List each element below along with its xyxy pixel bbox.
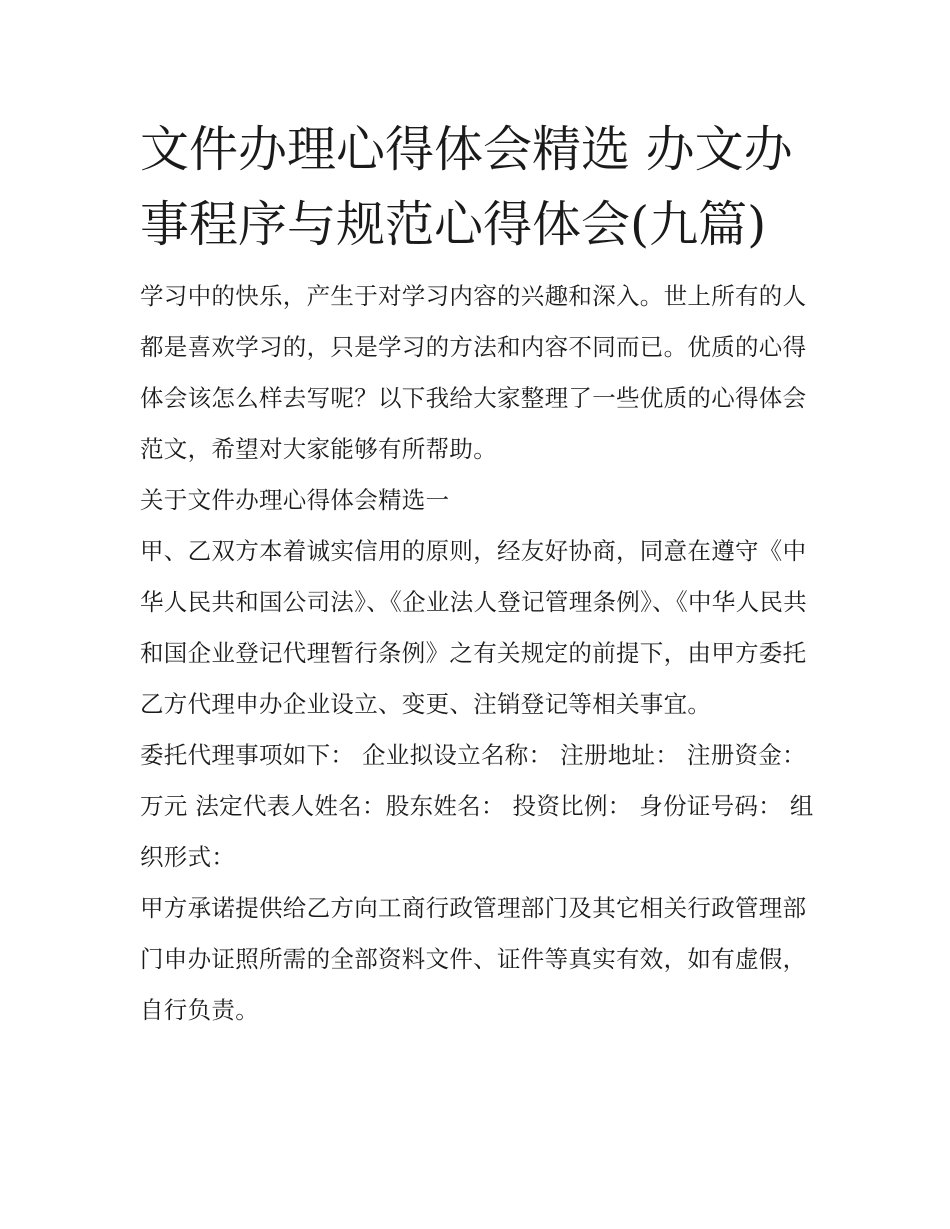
agreement-paragraph: 甲、乙双方本着诚实信用的原则，经友好协商，同意在遵守《中华人民共和国公司法》、《企业法人登记管理条例》、《中华人民共和国企业登记代理暂行条例》之有关规定的前提下，由甲方委托乙方代理申办企业设立、变更、注销登记等相关事宜。 xyxy=(140,537,807,718)
document-page xyxy=(140,112,820,1036)
commitment-paragraph: 甲方承诺提供给乙方向工商行政管理部门及其它相关行政管理部门申办证照所需的全部资料文件、证件等真实有效，如有虚假，自行负责。 xyxy=(140,894,807,1024)
document-title: 文件办理心得体会精选 办文办事程序与规范心得体会(九篇) xyxy=(140,121,793,253)
entrusted-items-paragraph: 委托代理事项如下： 企业拟设立名称： 注册地址： 注册资金： 万元 法定代表人姓名：股东姓名： 投资比例： 身份证号码： 组织形式： xyxy=(140,741,814,871)
intro-paragraph: 学习中的快乐，产生于对学习内容的兴趣和深入。世上所有的人都是喜欢学习的，只是学习的方法和内容不同而已。优质的心得体会该怎么样去写呢？以下我给大家整理了一些优质的心得体会范文，希望对大家能够有所帮助。 xyxy=(140,282,807,463)
section-heading: 关于文件办理心得体会精选一 xyxy=(140,486,450,514)
